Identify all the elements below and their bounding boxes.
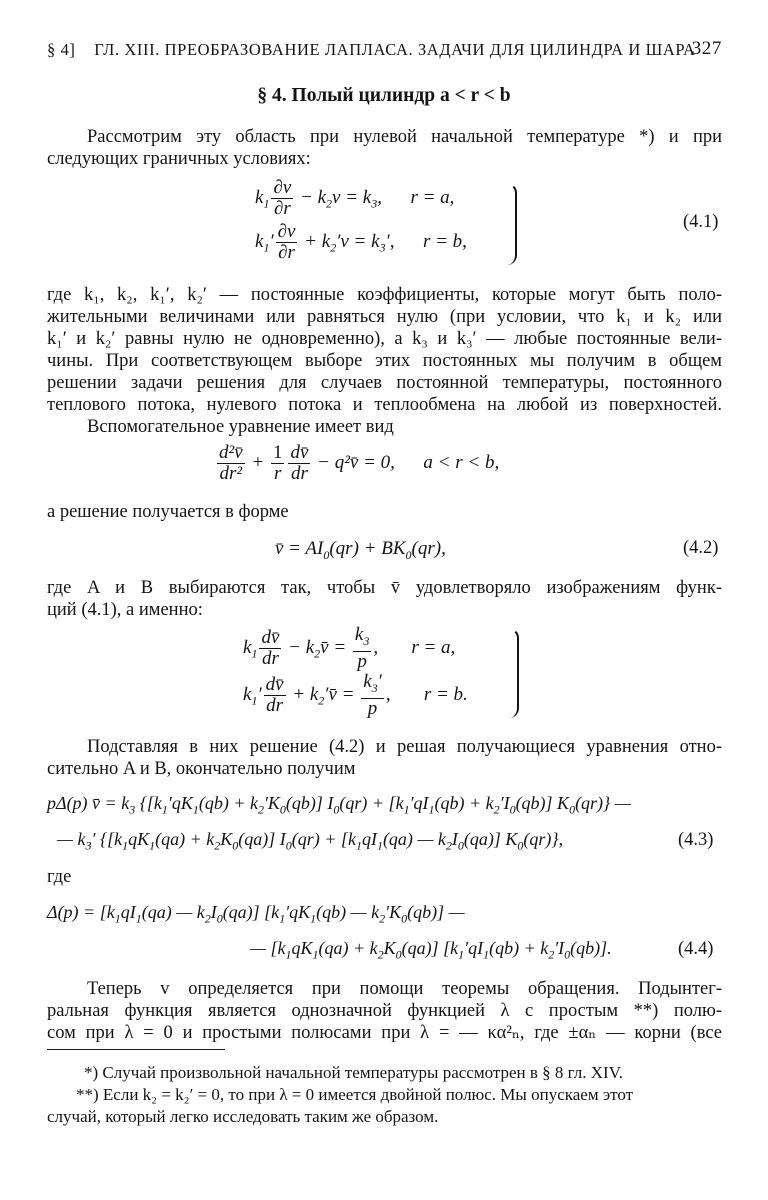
equation-4-1-line-1: $k_1$ $\frac{\partial v}{\partial r}$ − $k_2v = k_3$, r = a, — [255, 177, 455, 219]
paragraph-4: а решение получается в форме — [47, 502, 289, 522]
equation-4-4-line-1: $\Delta(p) = [k_1qI_1(qa)$ — $k_2I_0(qa)$] [$k_1'qK_1(qb)$ — $k_2'K_0(qb)$] — — [47, 902, 465, 926]
image-equation-line-2: $k_1'$ $\frac{dv̄}{dr}$ + $k_2'v̄$ = $\frac{k_3'}{p}$ , r = b. — [243, 671, 468, 719]
equation-number: (4.4) — [678, 939, 714, 959]
paragraph-2-line-1: где k₁, k₂, k₁′, k₂′ — постоянные коэффициенты, которые могут быть поло- — [47, 285, 722, 305]
page-number: 327 — [691, 38, 722, 59]
equation-4-4-line-2: — $[k_1qK_1(qa) + k_2K_0(qa)] [k_1'qI_1(qb) + k_2'I_0(qb)]$. — [250, 938, 612, 962]
paragraph-2-line-3: k₁′ и k₂′ равны нулю не одновременно), а k₃ и k₃′ — любые постоянные вели- — [47, 329, 722, 349]
image-equation-line-1: $k_1$ $\frac{dv̄}{dr}$ − $k_2v̄$ = $\frac{k_3}{p}$ , r = a, — [243, 624, 456, 672]
auxiliary-equation: $\frac{\text{d²v̄}}{\text{dr²}}$ + $\frac{1}{r}$ $\frac{dv̄}{dr}$ − q²v̄ = 0, a < r < b, — [219, 442, 500, 484]
paragraph-6-line-1: Подставляя в них решение (4.2) и решая получающиеся уравнения отно- — [87, 737, 722, 757]
equation-number: (4.3) — [678, 830, 714, 850]
paragraph-8-line-2: ральная функция является однозначной функцией λ с простым **) полю- — [47, 1001, 722, 1021]
right-brace — [507, 628, 519, 718]
paragraph-3: Вспомогательное уравнение имеет вид — [87, 417, 394, 437]
paragraph-1-line-1: Рассмотрим эту область при нулевой начальной температуре *) и при — [87, 127, 722, 147]
paragraph-2-line-5: решении задачи решения для случаев постоянной температуры, постоянного — [47, 373, 722, 393]
footnote-rule — [47, 1049, 225, 1050]
footnote-2-continued: случай, который легко исследовать таким же образом. — [47, 1107, 439, 1126]
paragraph-2-line-2: жительными величинами или равняться нулю (при условии, что k₁ и k₂ или — [47, 307, 722, 327]
header-section-ref: § 4] — [47, 40, 76, 59]
paragraph-7: где — [47, 867, 72, 887]
running-header — [47, 40, 722, 60]
paragraph-2-line-6: теплового потока, нулевого потока и теплообмена на любой из поверхностей. — [47, 395, 722, 415]
footnote-1: *) Случай произвольной начальной температуры рассмотрен в § 8 гл. XIV. — [84, 1063, 624, 1082]
equation-4-2: v̄ = $AI_0(qr) + BK_0(qr)$, — [275, 538, 446, 562]
section-title: § 4. Полый цилиндр a < r < b — [257, 85, 511, 106]
equation-4-3-line-1: pΔ(p) v̄ = $k_3$ {$[k_1'qK_1(qb) + k_2'K_0(qb)] I_0(qr) + [k_1'qI_1(qb) + k_2'I_0(qb)]$ $K_0(qr)$} — — [47, 793, 631, 817]
right-brace — [505, 183, 517, 265]
paragraph-6-line-2: сительно A и B, окончательно получим — [47, 759, 356, 779]
paragraph-2-line-4: чины. При соответствующем выборе этих постоянных мы получим в общем — [47, 351, 722, 371]
footnote-2: **) Если k₂ = k₂′ = 0, то при λ = 0 имеется двойной полюс. Мы опускаем этот — [76, 1085, 634, 1104]
equation-number: (4.1) — [683, 212, 719, 232]
paragraph-8-line-1: Теперь v определяется при помощи теоремы обращения. Подынтег- — [87, 979, 722, 999]
paragraph-5-line-2: ций (4.1), а именно: — [47, 600, 203, 620]
equation-4-1-line-2: $k_1'$ $\frac{\partial v}{\partial r}$ + $k_2'v = k_3'$, r = b, — [255, 221, 467, 263]
paragraph-1-line-2: следующих граничных условиях: — [47, 149, 311, 169]
header-running-title: ГЛ. XIII. ПРЕОБРАЗОВАНИЕ ЛАПЛАСА. ЗАДАЧИ ДЛЯ ЦИЛИНДРА И ШАРА — [94, 40, 696, 59]
equation-4-3-line-2: — $k_3'$ {$[k_1qK_1(qa) + k_2K_0(qa)] I_0(qr) + [k_1qI_1(qa)$ — $k_2I_0(qa)$] $K_0(qr)$}, — [57, 829, 564, 853]
paragraph-8-line-3: сом при λ = 0 и простыми полюсами при λ = — κα²ₙ, где ±αₙ — корни (все — [47, 1023, 722, 1043]
paragraph-5-line-1: где A и B выбираются так, чтобы v̄ удовлетворяло изображениям функ- — [47, 578, 722, 598]
equation-number: (4.2) — [683, 538, 719, 558]
